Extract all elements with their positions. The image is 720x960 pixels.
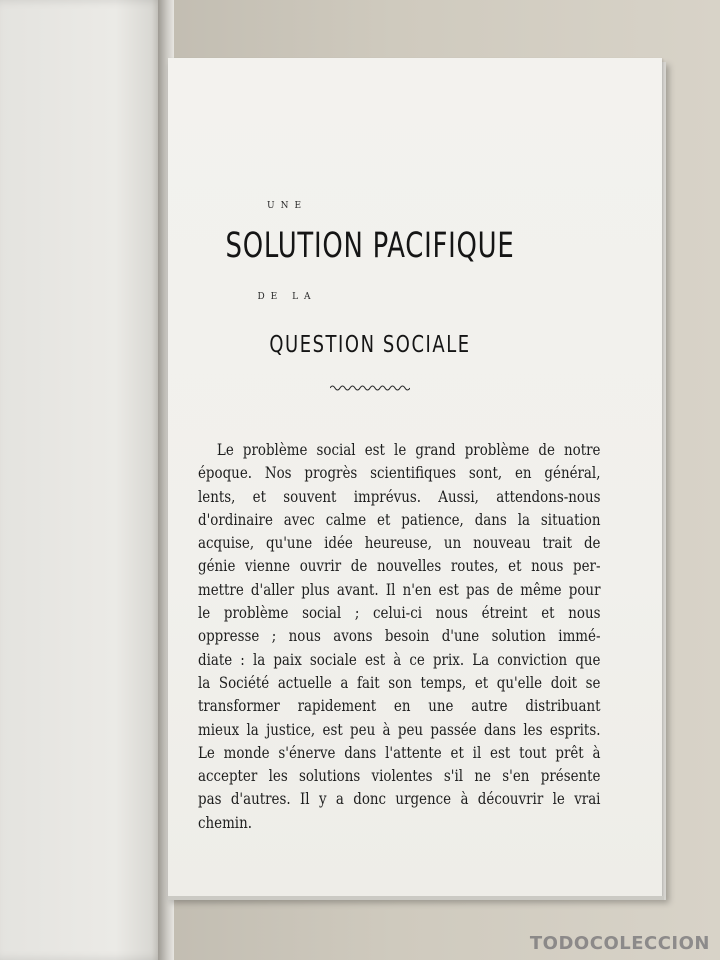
body-line: accepter les solutions violentes s'il ne s'en présente [198, 767, 601, 786]
page-edge [168, 896, 664, 900]
body-line: Le monde s'énerve dans l'attente et il est tout prêt à [198, 743, 601, 762]
body-line: transformer rapidement en une autre distribuant [198, 697, 601, 716]
body-line: d'ordinaire avec calme et patience, dans la situation [198, 510, 601, 529]
left-page [0, 0, 165, 960]
body-paragraph [198, 439, 600, 835]
body-line: acquise, qu'une idée heureuse, un nouveau trait de [198, 534, 601, 553]
body-line: diate : la paix sociale est à ce prix. La conviction que [198, 650, 601, 669]
body-line: mettre d'aller plus avant. Il n'en est pas de même pour [198, 580, 601, 599]
body-line: génie vienne ouvrir de nouvelles routes, et nous per- [198, 557, 601, 576]
body-line: le problème social ; celui-ci nous étreint et nous [198, 604, 601, 623]
body-line: pas d'autres. Il y a donc urgence à découvrir le vrai [198, 790, 601, 809]
main-title: SOLUTION PACIFIQUE [225, 226, 515, 266]
title-une: UNE [266, 201, 308, 211]
title-de-la: DE LA [257, 292, 317, 302]
body-line: mieux la justice, est peu à peu passée dans les esprits. [198, 720, 601, 739]
body-line: la Société actuelle a fait son temps, et qu'elle doit se [198, 673, 601, 692]
watermark: TODOCOLECCION [529, 933, 710, 954]
body-line: Le problème social est le grand problème de notre [216, 441, 601, 459]
body-line: époque. Nos progrès scientifiques sont, en général, [198, 464, 601, 483]
wavy-rule-ornament [330, 384, 410, 392]
body-line: oppresse ; nous avons besoin d'une solution immé- [198, 627, 601, 646]
body-line: chemin. [198, 813, 252, 832]
subtitle: QUESTION SOCIALE [269, 332, 471, 358]
body-line: lents, et souvent imprévus. Aussi, attendons-nous [198, 487, 601, 506]
